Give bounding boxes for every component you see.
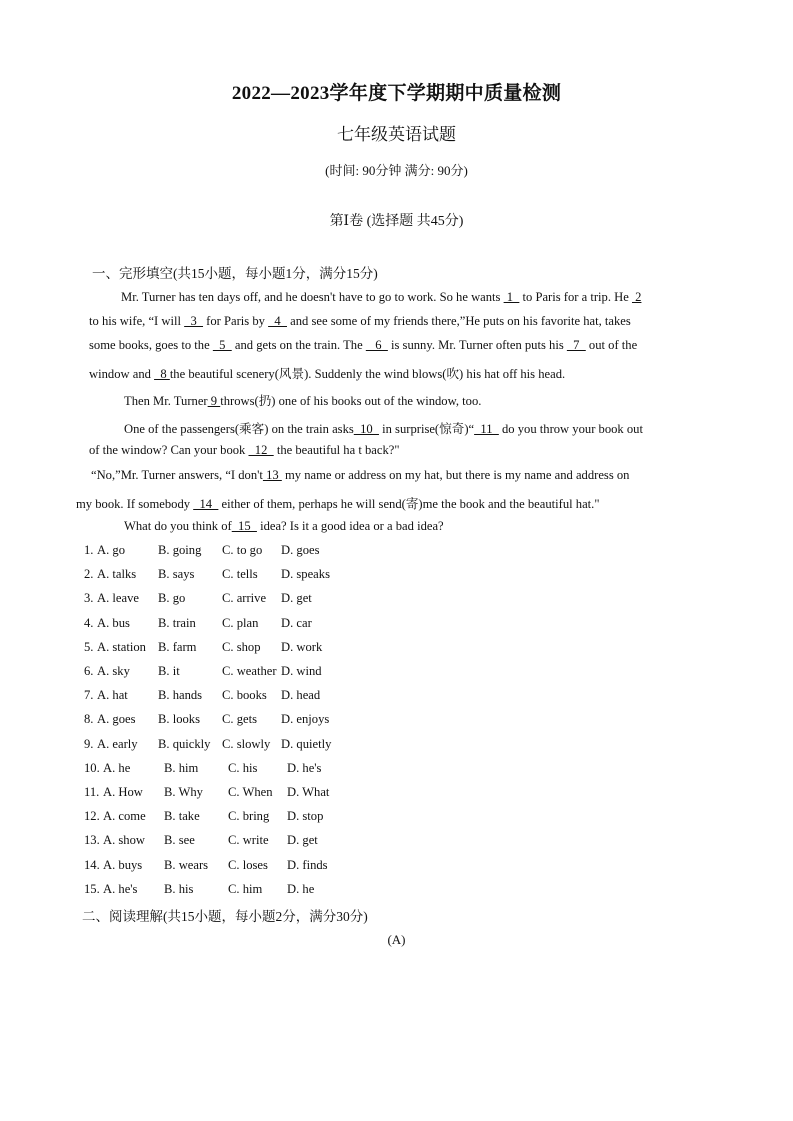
exam-subtitle: 七年级英语试题	[337, 125, 456, 144]
question-number: 4.	[84, 615, 94, 630]
question-number: 14.	[84, 857, 100, 872]
option-a: A. he's	[103, 881, 138, 896]
option-d: D. head	[281, 688, 321, 703]
option-b: B. go	[158, 591, 186, 606]
question-number: 6.	[84, 664, 94, 678]
blank-8: 8	[154, 367, 170, 381]
option-b: B. says	[158, 567, 195, 582]
option-c: C. bring	[228, 809, 270, 824]
option-d: D. he	[287, 881, 315, 896]
option-a: A. early	[97, 736, 138, 751]
question-number: 3.	[84, 591, 94, 606]
option-c: C. shop	[222, 639, 261, 654]
blank-11: 11	[474, 422, 499, 436]
option-b: B. Why	[164, 785, 203, 799]
blank-4: 4	[268, 314, 287, 328]
passage-line: of the window? Can your book 12 the beautiful ha t back?"	[89, 443, 400, 457]
option-c: C. him	[228, 881, 263, 896]
option-b: B. it	[158, 664, 180, 678]
option-b: B. train	[158, 615, 196, 630]
option-c: C. loses	[228, 857, 268, 872]
option-a: A. goes	[97, 712, 136, 727]
passage-line: window and 8 the beautiful scenery(风景). Suddenly the wind blows(吹) his hat off his head.	[89, 367, 566, 381]
option-d: D. What	[287, 785, 330, 799]
option-c: C. write	[228, 833, 269, 848]
option-c: C. books	[222, 688, 267, 703]
blank-13: 13	[262, 468, 282, 482]
option-b: B. him	[164, 760, 199, 775]
question-number: 12.	[84, 809, 100, 824]
option-a: A. show	[103, 833, 145, 848]
blank-10: 10	[353, 422, 379, 436]
blank-7: 7	[566, 338, 586, 352]
option-b: B. take	[164, 809, 200, 824]
option-a: A. talks	[97, 567, 137, 582]
option-d: D. he's	[287, 760, 322, 775]
option-c: C. When	[228, 785, 273, 799]
option-c: C. plan	[222, 615, 259, 630]
option-c: C. tells	[222, 567, 258, 582]
question-number: 5.	[84, 639, 94, 654]
option-c: C. weather	[222, 664, 277, 678]
question-number: 2.	[84, 567, 94, 582]
option-d: D. finds	[287, 857, 328, 872]
question-number: 1.	[84, 543, 94, 557]
section-reading-heading: 二、阅读理解(共15小题，每小题2分，满分30分)	[82, 909, 368, 924]
option-b: B. going	[158, 543, 202, 557]
question-number: 7.	[84, 688, 94, 703]
option-b: B. looks	[158, 712, 200, 727]
passage-line: Mr. Turner has ten days off, and he doesn't have to go to work. So he wants 1 to Paris for a trip. He 2	[121, 290, 642, 304]
option-a: A. station	[97, 639, 146, 654]
option-a: A. he	[103, 760, 131, 775]
passage-line: One of the passengers(乘客) on the train asks 10 in surprise(惊奇)“ 11 do you throw your book out	[124, 422, 643, 436]
part-one-heading: 第Ⅰ卷 (选择题 共45分)	[329, 214, 464, 229]
question-number: 8.	[84, 712, 94, 727]
passage-line: my book. If somebody 14 either of them, perhaps he will send(寄)me the book and the beautiful hat."	[76, 497, 600, 511]
option-b: B. quickly	[158, 736, 211, 751]
question-number: 11.	[84, 785, 100, 799]
exam-title: 2022—2023学年度下学期期中质量检测	[231, 83, 562, 104]
question-number: 13.	[84, 833, 100, 848]
blank-14: 14	[193, 497, 219, 511]
question-number: 9.	[84, 736, 94, 751]
option-a: A. buys	[103, 857, 143, 872]
option-a: A. come	[103, 809, 146, 824]
option-d: D. quietly	[281, 736, 332, 751]
option-d: D. get	[281, 591, 312, 606]
passage-label: (A)	[387, 932, 406, 947]
option-d: D. enjoys	[281, 712, 330, 727]
passage-line: Then Mr. Turner 9 throws(扔) one of his books out of the window, too.	[124, 394, 482, 408]
option-d: D. goes	[281, 543, 320, 557]
option-b: B. wears	[164, 857, 209, 872]
blank-12: 12	[248, 443, 274, 457]
option-a: A. sky	[97, 664, 130, 678]
passage-line: What do you think of 15 idea? Is it a good idea or a bad idea?	[124, 519, 444, 533]
option-d: D. speaks	[281, 567, 330, 582]
option-c: C. his	[228, 760, 258, 775]
option-d: D. car	[281, 615, 312, 630]
option-c: C. slowly	[222, 736, 271, 751]
question-number: 10.	[84, 760, 100, 775]
passage-line: some books, goes to the 5 and gets on the train. The 6 is sunny. Mr. Turner often puts his 7 out of the	[89, 338, 638, 352]
option-c: C. gets	[222, 712, 257, 727]
option-c: C. arrive	[222, 591, 267, 606]
passage-line: “No,”Mr. Turner answers, “I don't 13 my name or address on my hat, but there is my name and address on	[91, 468, 630, 482]
option-a: A. bus	[97, 615, 130, 630]
section-cloze-heading: 一、完形填空(共15小题，每小题1分，满分15分)	[92, 266, 378, 281]
blank-1: 1	[503, 290, 520, 304]
option-d: D. work	[281, 639, 323, 654]
option-d: D. wind	[281, 664, 322, 678]
blank-3: 3	[184, 314, 204, 328]
option-a: A. How	[103, 785, 143, 799]
option-d: D. get	[287, 833, 318, 848]
blank-15: 15	[231, 519, 257, 533]
exam-time-info: (时间: 90分钟 满分: 90分)	[325, 163, 468, 178]
blank-2: 2	[631, 290, 642, 304]
option-b: B. hands	[158, 688, 203, 703]
blank-6: 6	[365, 338, 388, 352]
option-b: B. farm	[158, 639, 197, 654]
blank-9: 9	[207, 394, 221, 408]
option-a: A. hat	[97, 688, 128, 703]
blank-5: 5	[212, 338, 232, 352]
option-b: B. see	[164, 833, 195, 848]
option-a: A. leave	[97, 591, 139, 606]
option-d: D. stop	[287, 809, 324, 824]
option-a: A. go	[97, 543, 125, 557]
option-c: C. to go	[222, 543, 263, 557]
question-number: 15.	[84, 881, 100, 896]
option-b: B. his	[164, 881, 194, 896]
passage-line: to his wife, “I will 3 for Paris by 4 and see some of my friends there,”He puts on his favorite hat, takes	[89, 314, 631, 328]
